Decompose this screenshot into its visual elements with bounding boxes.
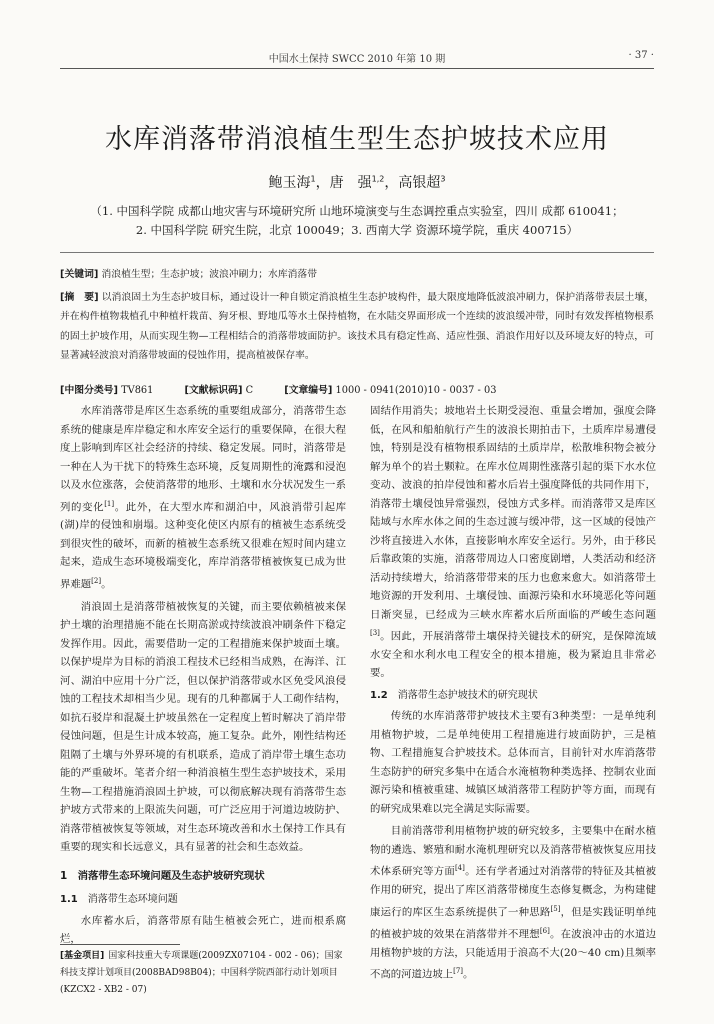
cls-value: TV861	[121, 385, 154, 396]
body-paragraph: 水库蓄水后，消落带原有陆生植被会死亡，进而根系腐烂，	[60, 914, 346, 946]
author-name: 鲍玉海	[268, 175, 311, 191]
citation: [7]	[453, 967, 464, 976]
author-affil-mark: 1	[310, 174, 316, 184]
body-paragraph: 目前消落带利用植物护坡的研究较多，主要集中在耐水植物的遴选、繁殖和耐水淹机理研究以及消落带植被恢复应用技术体系研究等方面[4]。还有学者通过对消落带的特征及其植被作用的研究，提出了库区消落带梯度生态修复概念，为构建健康运行的库区生态系统提供了一种思路[5]，但是实践证明单纯的植被护坡的效果在消落带并不理想[6]。在波浪冲击的水道边用植物护坡的方法，只能适用于浪高不大(20～40 cm)且频率不高的河道边坡上[7]。	[370, 825, 657, 981]
citation: [4]	[454, 864, 465, 873]
citation: [5]	[550, 904, 561, 913]
body-paragraph: 水库消落带是库区生态系统的重要组成部分，消落带生态系统的健康是库岸稳定和水库安全运行的重要保障，在很大程度上影响到库区社会经济的持续、稳定发展。同时，消落带是一种在人为干扰下的特殊生态环境，反复周期性的淹露和浸泡以及水位涨落，会使消落带的地形、土壤和水分状况发生一系列的变化[1]。此外，在大型水库和湖泊中，风浪消带引起库(湖)岸的侵蚀和崩塌。这种变化使区内原有的植被生态系统受到很灾性的破坏，而新的植被生态系统又很难在短时间内建立起来，造成生态环境极端变化，库岸消落带植被恢复已成为世界难题[2]。	[60, 405, 347, 591]
running-header	[60, 50, 654, 66]
citation: [1]	[104, 499, 115, 508]
keywords-label: [关键词]	[60, 269, 99, 280]
citation: [6]	[539, 926, 550, 935]
funding-footnote	[60, 948, 346, 999]
author-affil-mark: 3	[440, 174, 446, 184]
author-list	[0, 172, 714, 192]
author-name: ，唐 强	[315, 175, 372, 191]
abstract-rule	[60, 252, 654, 253]
journal-name: 中国水土保持 SWCC 2010 年第 10 期	[268, 54, 446, 65]
author-name: ，高银超	[384, 175, 441, 191]
section-heading: 1 消落带生态环境问题及生态护坡研究现状	[60, 869, 265, 882]
subsection-heading: 1.1 消落带生态环境问题	[60, 894, 178, 906]
affiliation-line: 2. 中国科学院 研究生院，北京 100049；3. 西南大学 资源环境学院，重庆 400715）	[135, 223, 579, 237]
doc-label: [文献标识码]	[184, 385, 243, 396]
abstract-text: 以消浪固土为生态护坡目标，通过设计一种自锁定消浪植生生态护坡构件，最大限度地降低波浪冲刷力，保护消落带表层土壤，并在构件植物栽植孔中种植杆栽苗、狗牙根、野地瓜等水土保持植物，在水陆交界面形成一个连续的波浪缓冲带，同时有效发挥植物根系的固土护坡作用，从而实现生物—工程相结合的消落带坡面防护。该技术具有稳定性高、适应性强、消浪作用好以及环境友好的特点，可显著减轻波浪对消落带坡面的侵蚀作用，提高植被保存率。	[60, 292, 654, 361]
body-paragraph: 固结作用消失；坡地岩土长期受浸泡、重量会增加，强度会降低，在风和船舶航行产生的波浪长期拍击下，土质库岸易遭侵蚀，特别是没有植物根系固结的土质岸岸，松散堆积物会被分解为单个的岩土颗粒。在库水位周期性涨落引起的渠下水水位变动、波浪的拍岸侵蚀和蓄水后岩土强度降低的共同作用下，消落带土壤侵蚀异常强烈，侵蚀方式多样。而消落带又是库区陆域与水库水体之间的生态过渡与缓冲带，这一区域的侵蚀产沙将直接进入水体，直接影响水库安全运行。另外，由于移民后靠政策的实施，消落带周边人口密度剧增，人类活动和经济活动持续增大，给消落带带来的压力也愈来愈大。如消落带土地资源的开发利用、土壤侵蚀、面源污染和水环境恶化等问题日渐突显，已经成为三峡水库蓄水后所面临的严峻生态问题[3]。因此，开展消落带土壤保持关键技术的研究，是保障流域水安全和水利水电工程安全的根本措施，极为紧迫且非常必要。	[370, 405, 656, 680]
paper-title: 水库消落带消浪植生型生态护坡技术应用	[105, 124, 609, 155]
subsection-heading: 1.2 消落带生态护坡技术的研究现状	[370, 689, 538, 701]
abstract	[60, 288, 654, 365]
body-paragraph: 传统的水库消落带护坡技术主要有3种类型：一是单纯利用植物护坡，二是单纯使用工程措施进行坡面防护，三是植物、工程措施复合护坡技术。总体而言，目前针对水库消落带生态防护的研究多集中在适合水淹植物种类选择、控制农业面源污染和植被重建、城镇区域消落带工程防护等方面，而现有的研究成果难以完全满足实际需要。	[370, 710, 656, 815]
page-number: · 37 ·	[628, 50, 654, 61]
right-column	[370, 402, 656, 988]
article-id-label: [文章编号]	[284, 385, 333, 396]
funding-label: [基金项目]	[60, 951, 105, 961]
left-column	[60, 402, 346, 953]
citation: [3]	[370, 629, 380, 637]
footnote-rule	[60, 944, 180, 945]
article-id-value: 1000 - 0941(2010)10 - 0037 - 03	[335, 385, 497, 396]
keywords	[60, 265, 654, 284]
funding-text: 国家科技重大专项课题(2009ZX07104 - 002 - 06)；国家科技支撑计划项目(2008BAD98B04)；中国科学院西部行动计划项目(KZCX2 - XB2 - 07)	[60, 951, 343, 995]
author-affil-mark: 1,2	[371, 174, 385, 184]
citation: [2]	[91, 576, 102, 585]
keywords-text: 消浪植生型；生态护坡；波浪冲刷力；水库消落带	[101, 269, 318, 280]
body-paragraph: 消浪固土是消落带植被恢复的关键，而主要依赖植被来保护土壤的治理措施不能在长期高淤或持续波浪冲刷条件下稳定发挥作用。因此，需要借助一定的工程措施来保护坡面土壤。以保护堤岸为目标的消浪工程技术已经相当成熟，在海洋、江河、湖泊中应用十分广泛，但以保护消落带或水区免受风浪侵蚀的工程技术却相当少见。现有的几种都属于人工砌作结构，如抗石驳岸和混凝土护坡虽然在一定程度上暂时解决了消岸带侵蚀问题，但是生计成本较高，施工复杂。此外，刚性结构还阻隔了土壤与外界环境的有机联系，造成了消岸带土壤生态功能的严重破坏。笔者介绍一种消浪植生型生态护坡技术，采用生物—工程措施消浪固土护坡，可以彻底解决现有消落带生态护坡方式带来的上限流失问题，可广泛应用于河道边坡防护、消落带植被恢复等领域，对生态环境改善和水土保持工作具有重要的现实和长远意义，具有显著的社会和生态效益。	[60, 600, 346, 854]
doc-value: C	[245, 385, 254, 396]
abstract-label: [摘 要]	[60, 292, 99, 303]
classification-line	[60, 381, 654, 400]
header-rule	[60, 68, 654, 69]
affiliation-line: （1. 中国科学院 成都山地灾害与环境研究所 山地环境演变与生态调控重点实验室，四川 成都 610041；	[90, 204, 624, 218]
cls-label: [中图分类号]	[60, 385, 118, 396]
